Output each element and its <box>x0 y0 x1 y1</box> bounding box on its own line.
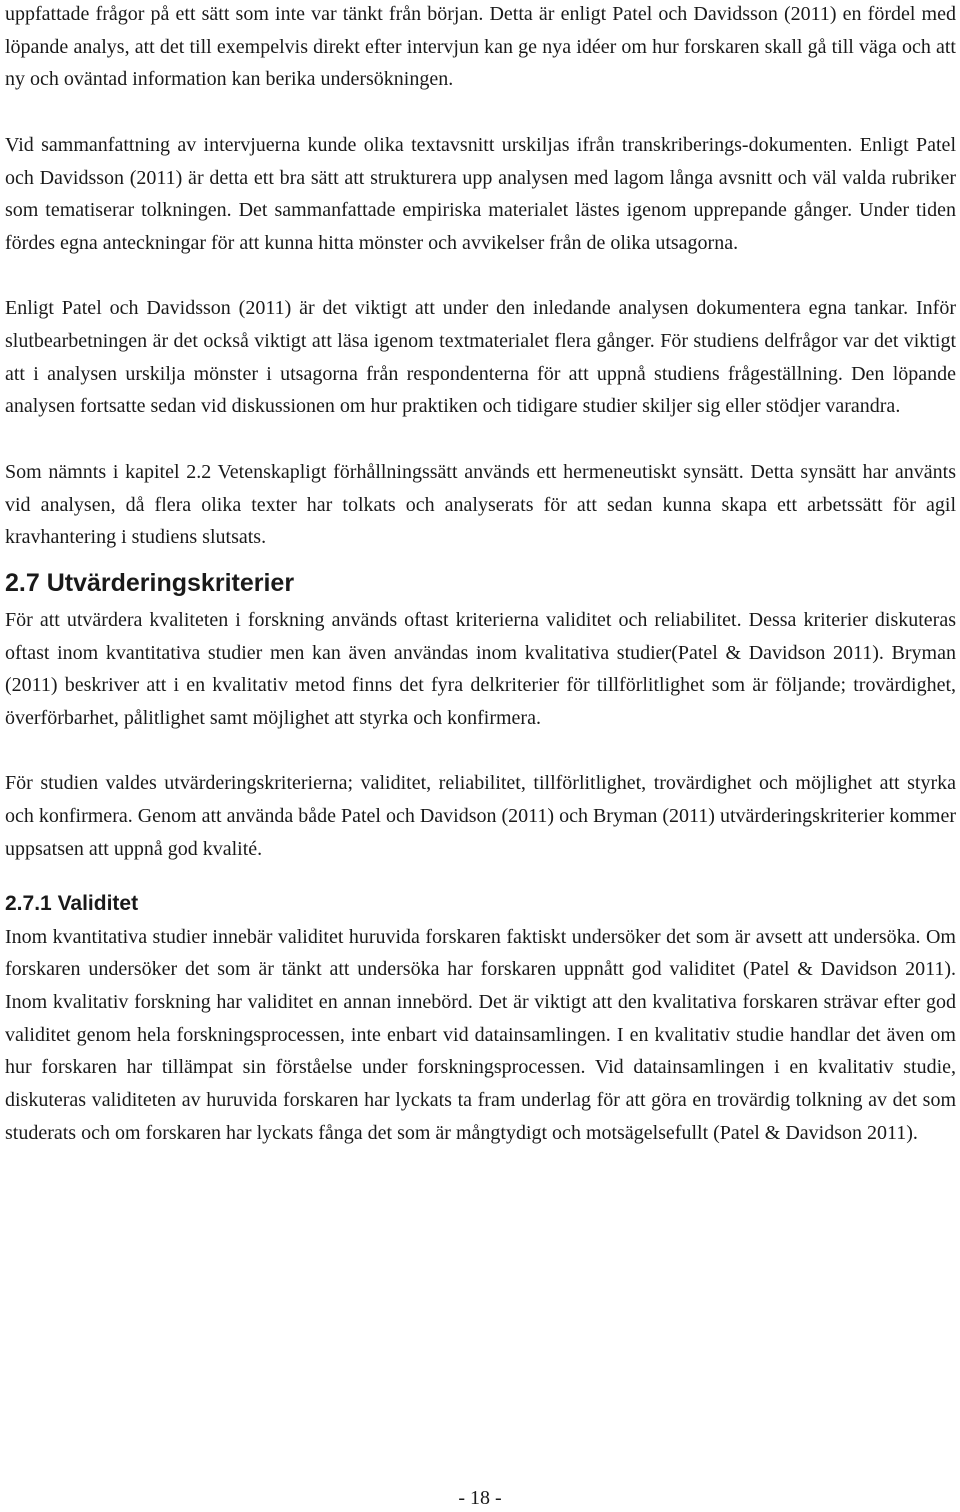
section-heading <box>5 566 956 604</box>
subsection-heading <box>5 888 956 921</box>
subsection-number: 2.7.1 <box>5 891 52 915</box>
paragraph-hermeneutic-approach: Som nämnts i kapitel 2.2 Vetenskapligt förhållningssätt används ett hermeneutiskt synsätt. Detta synsätt har använts vid analysen, då flera olika texter har tolkats och analyserats för att sedan kunna skapa ett arbetssätt för agil kravhantering i studiens slutsats. <box>5 460 956 549</box>
section-title: Utvärderingskriterier <box>46 568 295 597</box>
paragraph-initial-analysis: Enligt Patel och Davidsson (2011) är det viktigt att under den inledande analysen dokumentera egna tankar. Inför slutbearbetningen är det också viktigt att läsa igenom textmaterialet flera gånger. För studiens delfrågor var det viktigt att i analysen urskilja mönster i utsagorna från respondenterna för att uppnå studiens frågeställning. Den löpande analysen fortsatte sedan vid diskussionen om hur praktiken och tidigare studier skiljer sig eller stödjer varandra. <box>5 297 956 418</box>
page-content <box>5 0 956 1182</box>
page-footer <box>0 1484 960 1512</box>
paragraph-summary-of-interviews: Vid sammanfattning av intervjuerna kunde olika textavsnitt urskiljas ifrån transkriberings-dokumenten. Enligt Patel och Davidsson (2011) är detta ett bra sätt att strukturera upp analysen med lagom långa avsnitt och väl valda rubriker som tematiserar tolkningen. Det sammanfattade empiriska materialet lästes igenom upprepande gånger. Under tiden fördes egna anteckningar för att kunna hitta mönster och avvikelser från de olika utsagorna. <box>5 133 956 254</box>
section-number: 2.7 <box>5 568 40 597</box>
paragraph-analysis-continued: uppfattade frågor på ett sätt som inte var tänkt från början. Detta är enligt Patel och Davidsson (2011) en fördel med löpande analys, att det till exempelvis direkt efter intervjun kan ge nya idéer om hur forskaren skall gå till väga och att ny och oväntad information kan berika undersökningen. <box>5 3 956 91</box>
subsection-title: Validitet <box>57 891 139 915</box>
paragraph-validity: Inom kvantitativa studier innebär validitet huruvida forskaren faktiskt undersöker det som är avsett att undersöka. Om forskaren undersöker det som är tänkt att undersöka har forskaren uppnått god validitet (Patel & Davidson 2011). Inom kvalitativ forskning har validitet en annan innebörd. Det är viktigt att den kvalitativa forskaren strävar efter god validitet genom hela forskningsprocessen, inte enbart vid datainsamlingen. I en kvalitativ studie handlar det även om hur forskaren har tillämpat sin förståelse under forskningsprocessen. Vid datainsamlingen i en kvalitativ studie, diskuteras validiteten av huruvida forskaren har lyckats ta fram underlag för att göra en trovärdig tolkning av det som studerats och om forskaren har lyckats fånga det som är mångtydigt och motsägelsefullt (Patel & Davidson 2011). <box>5 925 956 1144</box>
paragraph-chosen-criteria: För studien valdes utvärderingskriterierna; validitet, reliabilitet, tillförlitlighet, trovärdighet och möjlighet att styrka och konfirmera. Genom att använda både Patel och Davidson (2011) och Bryman (2011) utvärderingskriterier kommer uppsatsen att uppnå god kvalité. <box>5 772 956 860</box>
paragraph-evaluation-criteria: För att utvärdera kvaliteten i forskning används oftast kriterierna validitet och reliabilitet. Dessa kriterier diskuteras oftast inom kvantitativa studier men kan även användas inom kvalitativa studier(Patel & Davidson 2011). Bryman (2011) beskriver att i en kvalitativ metod finns det fyra delkriterier för tillförlitlighet som är följande; trovärdighet, överförbarhet, pålitlighet samt möjlighet att styrka och konfirmera. <box>5 608 956 730</box>
page-number: - 18 - <box>458 1487 502 1509</box>
